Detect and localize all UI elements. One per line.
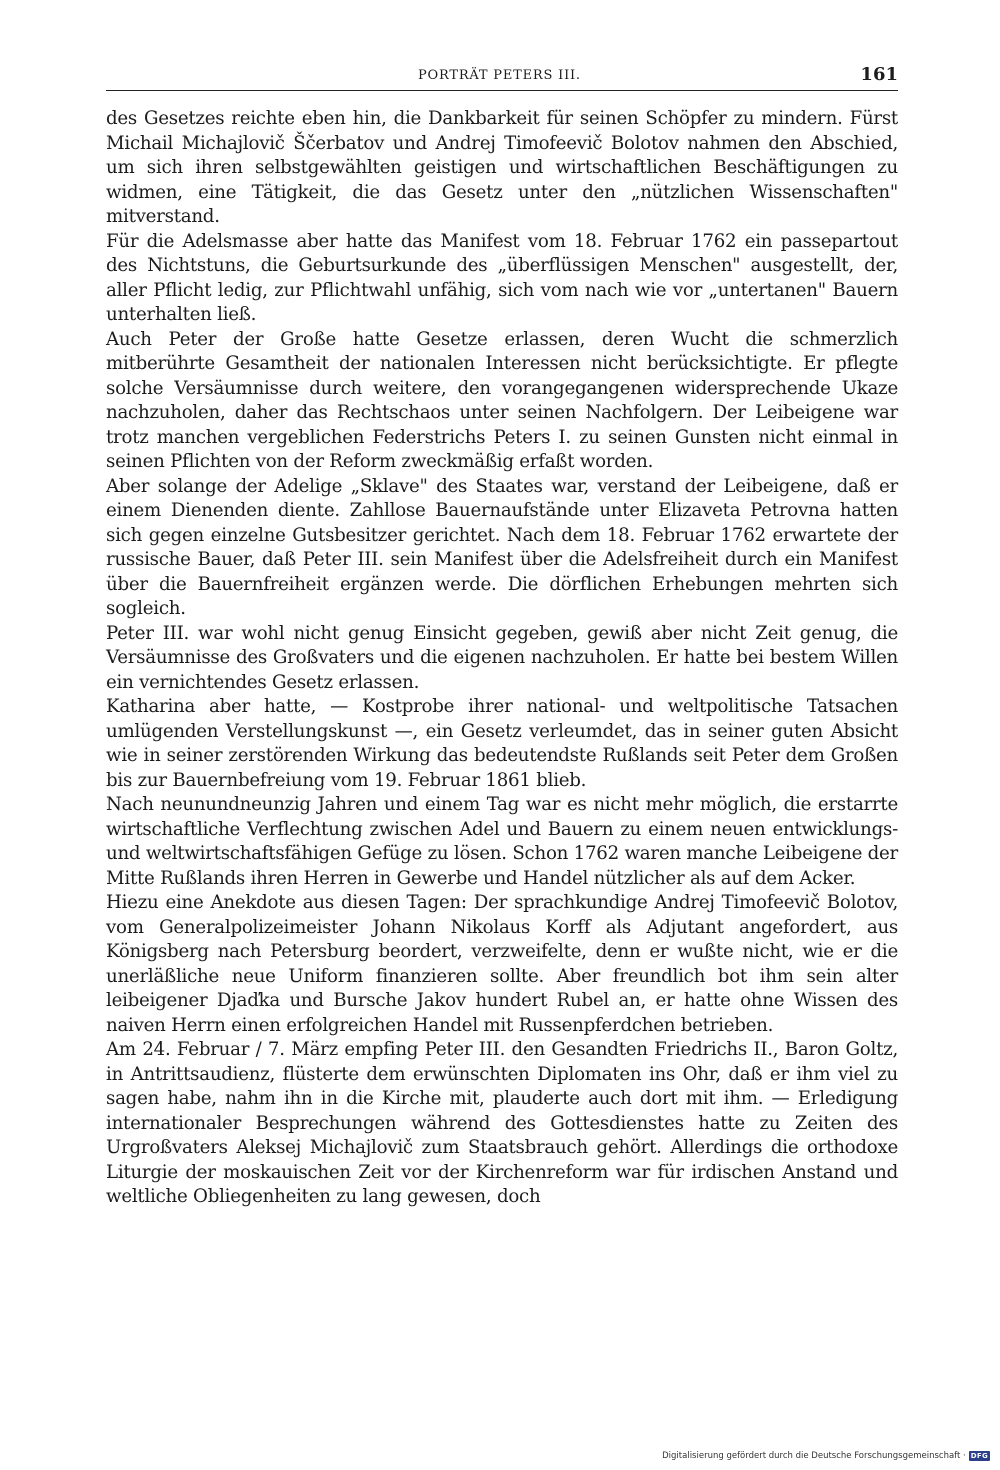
paragraph-2: Für die Adelsmasse aber hatte das Manifest vom 18. Februar 1762 ein passepartout des Nichtstuns, die Geburtsurkunde des „überflüssigen Menschen" ausgestellt, der, aller Pflicht ledig, zur Pflichtwahl unfähig, sich vom nach wie vor „untertanen" Bauern unterhalten ließ. — [106, 230, 898, 325]
digitization-footer — [662, 1451, 990, 1461]
paragraph-9: Am 24. Februar / 7. März empfing Peter III. den Gesandten Friedrichs II., Baron Goltz, in Antrittsaudienz, flüsterte dem erwünschten Diplomaten ins Ohr, daß er ihm viel zu sagen habe, nahm ihn in die Kirche mit, plauderte auch dort mit ihm. — Erledigung internationaler Besprechungen während des Gottesdienstes hatte zu Zeiten des Urgroßvaters Aleksej Michajlovič zum Staatsbrauch gehört. Allerdings die orthodoxe Liturgie der moskauischen Zeit vor der Kirchenreform war für irdischen Anstand und weltliche Obliegenheiten zu lang gewesen, doch — [106, 1039, 898, 1207]
page-number: 161 — [860, 64, 898, 85]
book-page — [106, 64, 898, 1210]
dfg-logo-icon: DFG — [970, 1452, 988, 1460]
paragraph-6: Katharina aber hatte, — Kostprobe ihrer national- und weltpolitische Tatsachen umlügenden Verstellungskunst —, ein Gesetz verleumdet, das in seiner guten Absicht wie in seiner zerstörenden Wirkung das bedeutendste Rußlands seit Peter dem Großen bis zur Bauernbefreiung vom 19. Februar 1861 blieb. — [106, 696, 898, 791]
paragraph-4: Aber solange der Adelige „Sklave" des Staates war, verstand der Leibeigene, daß er einem Dienenden diente. Zahllose Bauernaufstände unter Elizaveta Petrovna hatten sich gegen einzelne Gutsbesitzer gerichtet. Nach dem 18. Februar 1762 erwartete der russische Bauer, daß Peter III. sein Manifest über die Adelsfreiheit durch ein Manifest über die Bauernfreiheit ergänzen werde. Die dörflichen Erhebungen mehrten sich sogleich. — [106, 475, 898, 619]
paragraph-8: Hiezu eine Anekdote aus diesen Tagen: Der sprachkundige Andrej Timofeevič Bolotov, vom Generalpolizeimeister Johann Nikolaus Korff als Adjutant angefordert, aus Königsberg nach Petersburg beordert, verzweifelte, denn er wußte nicht, wie er die unerläßliche neue Uniform finanzieren sollte. Aber freundlich bot ihm sein alter leibeigener Djaďka und Bursche Jakov hundert Rubel an, er hatte ohne Wissen des naiven Herrn einen erfolgreichen Handel mit Russenpferdchen betrieben. — [106, 892, 898, 1036]
paragraph-3: Auch Peter der Große hatte Gesetze erlassen, deren Wucht die schmerzlich mitberührte Gesamtheit der nationalen Interessen nicht berücksichtigte. Er pflegte solche Versäumnisse durch weitere, den vorangegangenen widersprechende Ukaze nachzuholen, daher das Rechtschaos unter seinen Nachfolgern. Der Leibeigene war trotz manchen vergeblichen Federstrichs Peters I. zu seinen Gunsten nicht einmal in seinen Pflichten von der Reform zweckmäßig erfaßt worden. — [106, 328, 898, 472]
running-title: PORTRÄT PETERS III. — [418, 68, 581, 83]
paragraph-1: des Gesetzes reichte eben hin, die Dankbarkeit für seinen Schöpfer zu mindern. Fürst Michail Michajlovič Ščerbatov und Andrej Timofeevič Bolotov nahmen den Abschied, um sich ihren selbstgewählten geistigen und wirtschaftlichen Beschäftigungen zu widmen, eine Tätigkeit, die das Gesetz unter den „nützlichen Wissenschaften" mitverstand. — [106, 108, 898, 227]
paragraph-7: Nach neunundneunzig Jahren und einem Tag war es nicht mehr möglich, die erstarrte wirtschaftliche Verflechtung zwischen Adel und Bauern zu einem neuen entwicklungs- und weltwirtschaftsfähigen Gefüge zu lösen. Schon 1762 waren manche Leibeigene der Mitte Rußlands ihren Herren in Gewerbe und Handel nützlicher als auf dem Acker. — [106, 794, 898, 889]
paragraph-5: Peter III. war wohl nicht genug Einsicht gegeben, gewiß aber nicht Zeit genug, die Versäumnisse des Großvaters und die eigenen nachzuholen. Er hatte bei bestem Willen ein vernichtendes Gesetz erlassen. — [106, 622, 898, 693]
footer-text: Digitalisierung gefördert durch die Deutsche Forschungsgemeinschaft · — [662, 1451, 966, 1461]
body-text — [106, 107, 898, 1210]
running-head — [106, 64, 898, 91]
